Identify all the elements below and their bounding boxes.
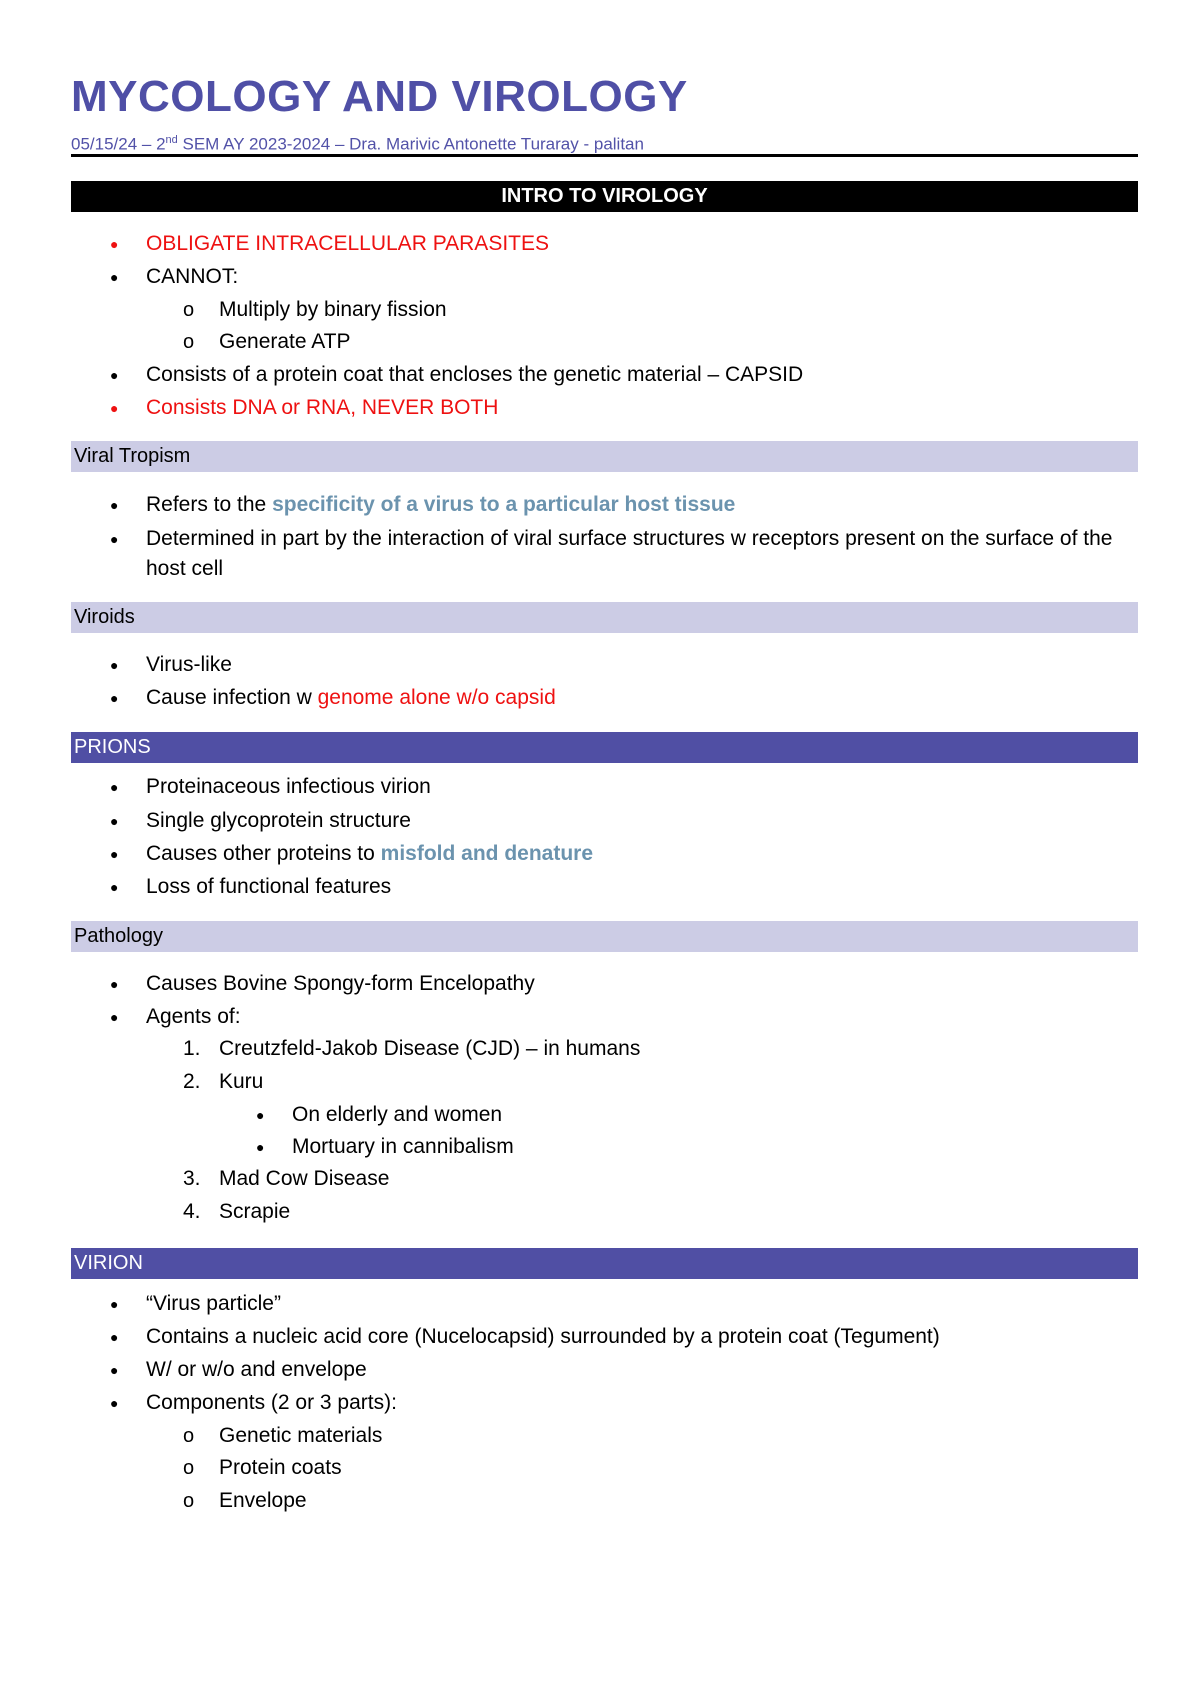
sub-list-item: Envelope [219, 1489, 307, 1512]
list-item: Causes other proteins to misfold and denature [146, 842, 593, 865]
bullet-marker: ● [110, 400, 119, 416]
list-item: W/ or w/o and envelope [146, 1358, 367, 1381]
bullet-marker: ● [110, 1009, 119, 1025]
bullet-marker: ● [110, 657, 119, 673]
section-heading-virion: VIRION [71, 1248, 1138, 1279]
list-item: Consists DNA or RNA, NEVER BOTH [146, 396, 499, 419]
sub-list-item: Genetic materials [219, 1424, 383, 1447]
list-item: Cause infection w genome alone w/o capsid [146, 686, 556, 709]
bullet-marker: ● [110, 269, 119, 285]
bullet-marker: ● [110, 813, 119, 829]
bullet-marker: ● [110, 690, 119, 706]
sub-list-item: Protein coats [219, 1456, 342, 1479]
bullet-marker: ● [110, 497, 119, 513]
bullet-marker: ● [110, 1296, 119, 1312]
circle-marker: o [183, 1490, 195, 1512]
bullet-marker: ● [110, 1395, 119, 1411]
bullet-marker: ● [110, 236, 119, 252]
bullet-marker: ● [110, 846, 119, 862]
sub-list-item: Mortuary in cannibalism [292, 1135, 514, 1158]
list-item: OBLIGATE INTRACELLULAR PARASITES [146, 232, 549, 255]
circle-marker: o [183, 331, 195, 353]
bullet-marker: ● [110, 531, 119, 547]
circle-marker: o [183, 1425, 195, 1447]
section-heading-prions: PRIONS [71, 732, 1138, 763]
sub-list-item: Generate ATP [219, 330, 351, 353]
section-heading-viroids: Viroids [71, 602, 1138, 633]
list-item: Virus-like [146, 653, 232, 676]
bullet-marker: ● [110, 1329, 119, 1345]
list-item: Single glycoprotein structure [146, 809, 411, 832]
bullet-marker: ● [256, 1139, 265, 1155]
list-number: 2. [183, 1070, 201, 1093]
list-item: Loss of functional features [146, 875, 392, 898]
list-item: Refers to the specificity of a virus to a particular host tissue [146, 493, 736, 516]
list-number: 3. [183, 1167, 201, 1190]
circle-marker: o [183, 299, 195, 321]
list-item: CANNOT: [146, 265, 239, 288]
list-item: Agents of: [146, 1005, 241, 1028]
bullet-marker: ● [110, 1362, 119, 1378]
bullet-marker: ● [110, 879, 119, 895]
document-subtitle: 05/15/24 – 2nd SEM AY 2023-2024 – Dra. Marivic Antonette Turaray - palitan [71, 134, 644, 154]
section-heading-intro: INTRO TO VIROLOGY [71, 181, 1138, 212]
list-item: Consists of a protein coat that encloses the genetic material – CAPSID [146, 363, 804, 386]
sub-list-item: On elderly and women [292, 1103, 503, 1126]
list-item: Proteinaceous infectious virion [146, 775, 431, 798]
bullet-marker: ● [110, 367, 119, 383]
numbered-item: Creutzfeld-Jakob Disease (CJD) – in humans [219, 1037, 641, 1060]
bullet-marker: ● [110, 976, 119, 992]
list-number: 1. [183, 1037, 201, 1060]
list-item: Contains a nucleic acid core (Nucelocapsid) surrounded by a protein coat (Tegument) [146, 1325, 940, 1348]
list-item: Determined in part by the interaction of viral surface structures w receptors present on the surface of the host cell [146, 527, 1113, 580]
list-item: “Virus particle” [146, 1292, 281, 1315]
list-number: 4. [183, 1200, 201, 1223]
numbered-item: Scrapie [219, 1200, 291, 1223]
bullet-marker: ● [256, 1107, 265, 1123]
list-item: Components (2 or 3 parts): [146, 1391, 397, 1414]
list-item: Causes Bovine Spongy-form Encelopathy [146, 972, 535, 995]
document-title: MYCOLOGY AND VIROLOGY [71, 72, 688, 121]
numbered-item: Kuru [219, 1070, 264, 1093]
title-rule [71, 154, 1138, 157]
sub-list-item: Multiply by binary fission [219, 298, 447, 321]
bullet-marker: ● [110, 779, 119, 795]
section-heading-pathology: Pathology [71, 921, 1138, 952]
section-heading-viral-tropism: Viral Tropism [71, 441, 1138, 472]
numbered-item: Mad Cow Disease [219, 1167, 390, 1190]
circle-marker: o [183, 1457, 195, 1479]
